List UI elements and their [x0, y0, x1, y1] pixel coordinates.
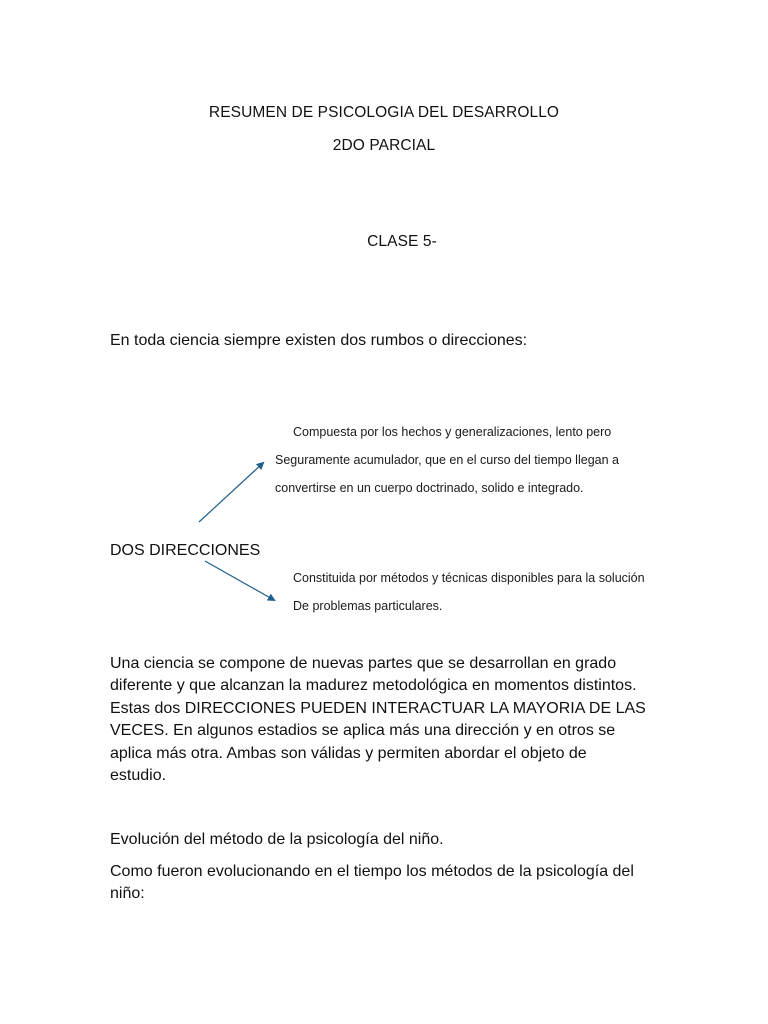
main-paragraph: [110, 653, 700, 787]
paragraph-line: Estas dos DIRECCIONES PUEDEN INTERACTUAR LA MAYORIA DE LAS: [110, 699, 646, 717]
upper-arrow: [199, 463, 263, 522]
closing-line: niño:: [110, 885, 145, 903]
section-heading: Evolución del método de la psicología del niño.: [110, 831, 444, 848]
diagram-label: DOS DIRECCIONES: [110, 542, 261, 559]
upper-branch-line-2: Seguramente acumulador, que en el curso del tiempo llegan a: [275, 453, 619, 467]
document-subtitle: 2DO PARCIAL: [332, 137, 436, 154]
closing-line: Como fueron evolucionando en el tiempo los métodos de la psicología del: [110, 863, 634, 880]
paragraph-line: Una ciencia se compone de nuevas partes que se desarrollan en grado: [110, 655, 617, 672]
lower-arrow: [205, 561, 274, 600]
closing-paragraph: [110, 861, 700, 906]
upper-branch-line-1: Compuesta por los hechos y generalizaciones, lento pero: [293, 425, 612, 439]
upper-branch-line-3: convertirse en un cuerpo doctrinado, solido e integrado.: [275, 481, 584, 495]
lower-branch-line-2: De problemas particulares.: [293, 599, 443, 613]
paragraph-line: diferente y que alcanzan la madurez metodológica en momentos distintos.: [110, 677, 637, 695]
intro-text: En toda ciencia siempre existen dos rumbos o direcciones:: [110, 332, 528, 349]
lower-branch-line-1: Constituida por métodos y técnicas disponibles para la solución: [293, 571, 645, 585]
paragraph-line: estudio.: [110, 767, 167, 785]
paragraph-line: aplica más otra. Ambas son válidas y permiten abordar el objeto de: [110, 744, 587, 762]
paragraph-line: VECES. En algunos estadios se aplica más una dirección y en otros se: [110, 722, 616, 740]
class-label: CLASE 5-: [367, 233, 437, 250]
document-title: RESUMEN DE PSICOLOGIA DEL DESARROLLO: [208, 104, 560, 121]
